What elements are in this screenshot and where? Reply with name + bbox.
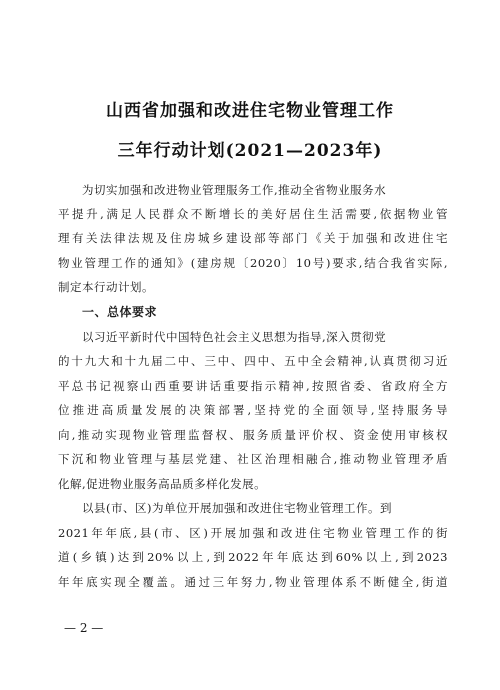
body-line: 2021年年底,县(市、区)开展加强和改进住宅物业管理工作的街 — [58, 526, 448, 540]
document-title-line2: 三年行动计划(2021—2023年) — [117, 141, 383, 161]
body-line: 物业管理工作的通知》(建房规〔2020〕10号)要求,结合我省实际, — [58, 256, 448, 270]
body-line: 化解,促进物业服务高品质多样化发展。 — [58, 477, 267, 491]
document-title-line1: 山西省加强和改进住宅物业管理工作 — [106, 101, 394, 121]
body-line: 位推进高质量发展的决策部署,坚持党的全面领导,坚持服务导 — [58, 403, 448, 417]
page-number: — 2 — — [64, 621, 104, 635]
body-line: 向,推动实现物业管理监督权、服务质量评价权、资金使用审核权 — [58, 428, 448, 442]
body-line: 为切实加强和改进物业管理服务工作,推动全省物业服务水 — [82, 183, 387, 197]
body-line: 平总书记视察山西重要讲话重要指示精神,按照省委、省政府全方 — [58, 379, 448, 393]
body-line: 下沉和物业管理与基层党建、社区治理相融合,推动物业管理矛盾 — [58, 452, 448, 466]
section-heading: 一、总体要求 — [82, 305, 158, 319]
body-line: 以习近平新时代中国特色社会主义思想为指导,深入贯彻党 — [82, 330, 387, 344]
body-line: 道(乡镇)达到20%以上,到2022年年底达到60%以上,到2023 — [58, 550, 448, 564]
body-line: 的十九大和十九届二中、三中、四中、五中全会精神,认真贯彻习近 — [58, 354, 448, 368]
body-line: 平提升,满足人民群众不断增长的美好居住生活需要,依据物业管 — [58, 207, 448, 221]
body-line: 理有关法律法规及住房城乡建设部等部门《关于加强和改进住宅 — [58, 231, 448, 245]
body-line: 以县(市、区)为单位开展加强和改进住宅物业管理工作。到 — [82, 501, 392, 515]
body-line: 年年底实现全覆盖。通过三年努力,物业管理体系不断健全,街道 — [58, 575, 448, 589]
body-line: 制定本行动计划。 — [58, 280, 154, 294]
